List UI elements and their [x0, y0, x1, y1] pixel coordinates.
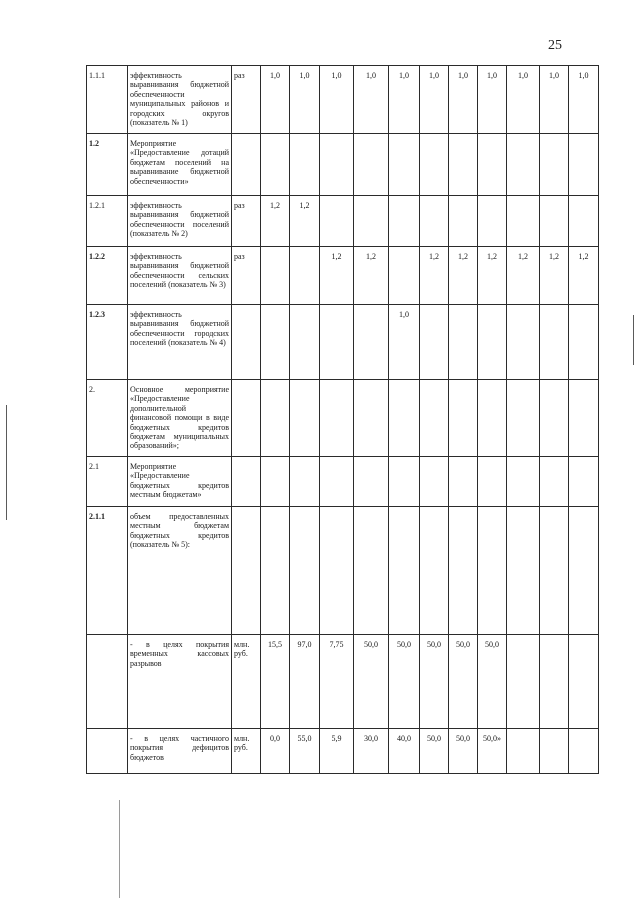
table-row: [87, 729, 599, 774]
value-cell: 1,0: [540, 66, 569, 134]
value-cell: [540, 507, 569, 635]
row-name: - в целях частичного покрытия дефицитов бюджетов: [128, 729, 232, 774]
value-cell: 1,0: [290, 66, 320, 134]
value-cell: [540, 196, 569, 247]
row-unit: [232, 380, 261, 457]
value-cell: 50,0: [449, 635, 478, 729]
row-name: Мероприятие «Предоставление дотаций бюджетам поселений на выравнивание бюджетной обеспеченности»: [128, 134, 232, 196]
value-cell: [449, 196, 478, 247]
value-cell: 50,0: [420, 729, 449, 774]
table-row: [87, 134, 599, 196]
value-cell: [261, 305, 290, 380]
value-cell: [354, 457, 389, 507]
value-cell: [449, 380, 478, 457]
value-cell: 50,0: [420, 635, 449, 729]
value-cell: 1,2: [354, 247, 389, 305]
value-cell: [290, 457, 320, 507]
value-cell: [569, 635, 599, 729]
value-cell: 1,2: [449, 247, 478, 305]
value-cell: [569, 729, 599, 774]
value-cell: [540, 457, 569, 507]
value-cell: [290, 247, 320, 305]
value-cell: 1,2: [261, 196, 290, 247]
value-cell: [420, 196, 449, 247]
row-unit: раз: [232, 196, 261, 247]
value-cell: 50,0: [478, 635, 507, 729]
value-cell: [507, 635, 540, 729]
value-cell: 1,0: [389, 66, 420, 134]
value-cell: [507, 196, 540, 247]
value-cell: [290, 134, 320, 196]
row-unit: млн. руб.: [232, 729, 261, 774]
value-cell: [507, 134, 540, 196]
value-cell: [389, 457, 420, 507]
value-cell: [478, 507, 507, 635]
value-cell: 50,0: [354, 635, 389, 729]
value-cell: [420, 380, 449, 457]
value-cell: [478, 380, 507, 457]
value-cell: 50,0: [449, 729, 478, 774]
value-cell: 1,0: [507, 66, 540, 134]
indicator-table: [86, 65, 599, 774]
value-cell: [507, 457, 540, 507]
row-name: эффективность выравнивания бюджетной обеспеченности городских поселений (показатель № 4): [128, 305, 232, 380]
value-cell: [478, 305, 507, 380]
value-cell: [478, 457, 507, 507]
value-cell: [420, 134, 449, 196]
value-cell: [261, 507, 290, 635]
value-cell: [507, 380, 540, 457]
value-cell: 1,0: [420, 66, 449, 134]
value-cell: [569, 305, 599, 380]
value-cell: [540, 729, 569, 774]
value-cell: [420, 457, 449, 507]
value-cell: 0,0: [261, 729, 290, 774]
value-cell: [261, 457, 290, 507]
table-row: [87, 196, 599, 247]
value-cell: 1,2: [540, 247, 569, 305]
value-cell: [354, 507, 389, 635]
value-cell: [320, 196, 354, 247]
row-name: эффективность выравнивания бюджетной обеспеченности сельских поселений (показатель № 3): [128, 247, 232, 305]
table-row: [87, 507, 599, 635]
row-code: 2.1.1: [87, 507, 128, 635]
row-name: - в целях покрытия временных кассовых разрывов: [128, 635, 232, 729]
value-cell: [261, 134, 290, 196]
row-code: 1.1.1: [87, 66, 128, 134]
value-cell: [320, 507, 354, 635]
value-cell: [320, 457, 354, 507]
scan-mark-bottom: [119, 800, 120, 898]
value-cell: [389, 380, 420, 457]
value-cell: 1,2: [320, 247, 354, 305]
value-cell: [569, 380, 599, 457]
row-code: 1.2.1: [87, 196, 128, 247]
value-cell: [507, 305, 540, 380]
value-cell: [507, 507, 540, 635]
value-cell: [507, 729, 540, 774]
value-cell: 15,5: [261, 635, 290, 729]
table-row: [87, 305, 599, 380]
value-cell: [354, 380, 389, 457]
row-unit: раз: [232, 247, 261, 305]
value-cell: [540, 305, 569, 380]
table-row: [87, 247, 599, 305]
value-cell: 1,0: [320, 66, 354, 134]
row-code: 1.2: [87, 134, 128, 196]
value-cell: 50,0»: [478, 729, 507, 774]
value-cell: [540, 635, 569, 729]
table-row: [87, 635, 599, 729]
value-cell: [320, 134, 354, 196]
row-code: [87, 729, 128, 774]
table-row: [87, 66, 599, 134]
value-cell: [389, 196, 420, 247]
value-cell: 1,2: [478, 247, 507, 305]
value-cell: [420, 507, 449, 635]
row-code: 2.: [87, 380, 128, 457]
value-cell: 1,0: [449, 66, 478, 134]
value-cell: [261, 247, 290, 305]
row-name: эффективность выравнивания бюджетной обеспеченности поселений (показатель № 2): [128, 196, 232, 247]
value-cell: 1,0: [261, 66, 290, 134]
value-cell: 1,2: [420, 247, 449, 305]
row-name: объем предоставленных местным бюджетам бюджетных кредитов (показатель № 5):: [128, 507, 232, 635]
row-code: 1.2.2: [87, 247, 128, 305]
table-row: [87, 457, 599, 507]
value-cell: [420, 305, 449, 380]
value-cell: [261, 380, 290, 457]
row-code: 1.2.3: [87, 305, 128, 380]
value-cell: 1,2: [507, 247, 540, 305]
value-cell: 1,2: [569, 247, 599, 305]
value-cell: 1,0: [478, 66, 507, 134]
value-cell: [449, 457, 478, 507]
value-cell: [354, 305, 389, 380]
scan-mark-right: [633, 315, 634, 365]
value-cell: 55,0: [290, 729, 320, 774]
row-unit: раз: [232, 66, 261, 134]
value-cell: [389, 134, 420, 196]
value-cell: [478, 196, 507, 247]
row-unit: [232, 457, 261, 507]
value-cell: [290, 380, 320, 457]
row-name: Основное мероприятие «Предоставление дополнительной финансовой помощи в виде бюджетных кредитов бюджетам муниципальных образований»;: [128, 380, 232, 457]
value-cell: [478, 134, 507, 196]
row-unit: [232, 134, 261, 196]
scan-mark-left: [6, 405, 7, 520]
value-cell: 1,0: [389, 305, 420, 380]
value-cell: 97,0: [290, 635, 320, 729]
row-code: [87, 635, 128, 729]
value-cell: [389, 507, 420, 635]
value-cell: [320, 380, 354, 457]
row-unit: [232, 305, 261, 380]
value-cell: [290, 305, 320, 380]
value-cell: [290, 507, 320, 635]
table-row: [87, 380, 599, 457]
value-cell: 1,0: [354, 66, 389, 134]
row-unit: [232, 507, 261, 635]
value-cell: [449, 305, 478, 380]
value-cell: 1,2: [290, 196, 320, 247]
value-cell: [354, 196, 389, 247]
row-code: 2.1: [87, 457, 128, 507]
row-name: эффективность выравнивания бюджетной обеспеченности муниципальных районов и городских округов (показатель № 1): [128, 66, 232, 134]
value-cell: [389, 247, 420, 305]
value-cell: 50,0: [389, 635, 420, 729]
value-cell: [540, 380, 569, 457]
value-cell: 1,0: [569, 66, 599, 134]
row-unit: млн. руб.: [232, 635, 261, 729]
value-cell: 5,9: [320, 729, 354, 774]
value-cell: [354, 134, 389, 196]
page-number: 25: [548, 38, 562, 53]
value-cell: [569, 457, 599, 507]
value-cell: [449, 507, 478, 635]
value-cell: [569, 134, 599, 196]
row-name: Мероприятие «Предоставление бюджетных кредитов местным бюджетам»: [128, 457, 232, 507]
value-cell: 40,0: [389, 729, 420, 774]
value-cell: [449, 134, 478, 196]
value-cell: 30,0: [354, 729, 389, 774]
value-cell: [569, 196, 599, 247]
value-cell: 7,75: [320, 635, 354, 729]
value-cell: [540, 134, 569, 196]
value-cell: [569, 507, 599, 635]
value-cell: [320, 305, 354, 380]
